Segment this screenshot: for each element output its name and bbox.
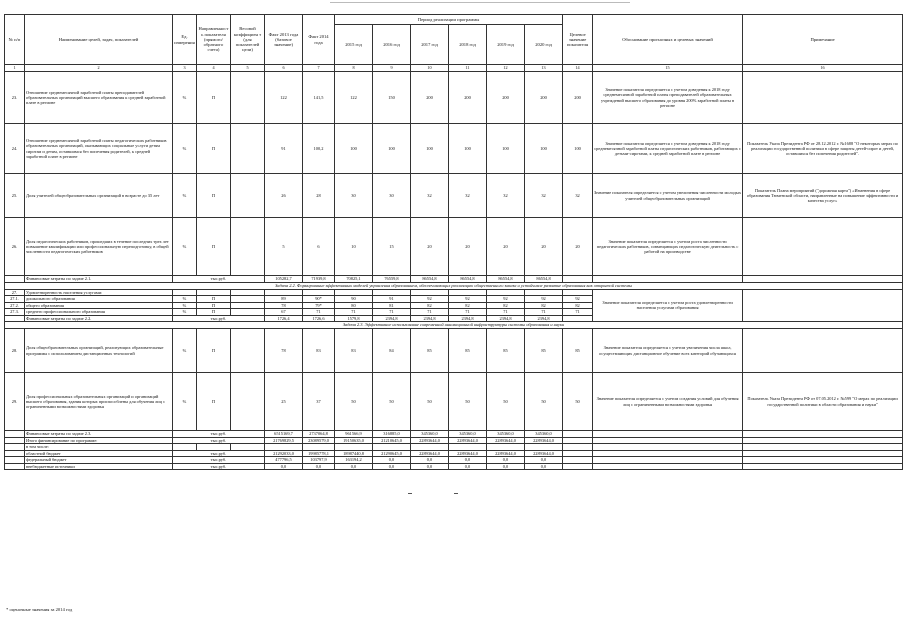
unit-cell: %	[173, 72, 197, 124]
unit-cell: тыс.руб.	[173, 463, 265, 470]
fin-value: 22893644,0	[411, 437, 449, 444]
row-number: 27.1.	[5, 296, 25, 303]
direction-cell: П	[197, 174, 231, 218]
year-value: 84	[373, 329, 411, 373]
row-number: 27.	[5, 289, 25, 296]
fin-value: 961566,9	[335, 431, 373, 438]
fin-label: Итого финансирование по программе:	[25, 437, 173, 444]
fact-2013-cell: 67	[265, 309, 303, 316]
including-label: в том числе:	[25, 444, 173, 451]
fin-value: 19985778,1	[303, 450, 335, 457]
note-cell: Показатель Указа Президента РФ от 28.12.2012 г. №1688 "О некоторых мерах по реализации государственной политики в сфере защиты детей-сирот и детей, оставшихся без попечения родителей".	[743, 124, 903, 174]
year-value: 85	[525, 329, 563, 373]
direction-cell: П	[197, 218, 231, 276]
year-value: 92	[487, 296, 525, 303]
col-fact-2013-header: Факт 2013 года (базовое значение)	[265, 15, 303, 65]
justification-cell: Значение показателя определяется с учетом увеличения числа школ, осуществляющих дистанционное обучение всех категорий обучающихся	[593, 329, 743, 373]
year-value: 90	[335, 296, 373, 303]
unit-cell: тыс.руб.	[173, 457, 265, 464]
note-cell	[743, 218, 903, 276]
justification-cell: Значение показателя определяется с учетом создания условий для обучения лиц с ограниченными возможностями здоровья	[593, 373, 743, 431]
year-value: 30	[335, 174, 373, 218]
direction-cell: П	[197, 302, 231, 309]
fin-value: 21290645,0	[373, 450, 411, 457]
fin-value: 103797,9	[303, 457, 335, 464]
fin-value: 21210645,0	[373, 437, 411, 444]
year-value: 30	[373, 174, 411, 218]
justification-cell: Значение показателя определяется с учетом роста удовлетворенности населения услугами образования	[593, 289, 743, 322]
target-cell: 85	[563, 329, 593, 373]
fin-value: 163194,2	[335, 457, 373, 464]
fin-value: 22893644,0	[525, 450, 563, 457]
year-value: 85	[411, 329, 449, 373]
target-cell: 100	[563, 124, 593, 174]
col-num: 5	[231, 65, 265, 72]
fin-value: 0,0	[525, 463, 563, 470]
target-cell: 71	[563, 309, 593, 316]
fin-value: 86554,8	[487, 276, 525, 283]
col-justification-header: Обоснование прогнозных и целевых значений	[593, 15, 743, 65]
fin-value: 0,0	[411, 463, 449, 470]
indicator-row	[5, 329, 903, 373]
year-value: 85	[449, 329, 487, 373]
indicator-name: Доля учителей общеобразовательных организаций в возрасте до 35 лет	[25, 174, 173, 218]
row-number: 27.3.	[5, 309, 25, 316]
fin-value: 22893644,0	[525, 437, 563, 444]
col-unit-header: Ед. измерения	[173, 15, 197, 65]
year-value: 80	[335, 302, 373, 309]
unit-cell: %	[173, 174, 197, 218]
fact-2014-cell: 79*	[303, 302, 335, 309]
note-cell: Показатель Указа Президента РФ от 07.05.2012 г. №599 "О мерах по реализации государственной политики в области образования и науки"	[743, 373, 903, 431]
unit-cell: %	[173, 373, 197, 431]
row-number: 23.	[5, 72, 25, 124]
year-value: 85	[487, 329, 525, 373]
year-value: 91	[373, 296, 411, 303]
indicator-name: Доля общеобразовательных организаций, реализующих образовательные программы с использованием дистанционных технологий	[25, 329, 173, 373]
table-header	[5, 15, 903, 65]
col-number-header: № п/п	[5, 15, 25, 65]
unit-cell: %	[173, 218, 197, 276]
table-cell	[593, 463, 743, 470]
fin-label: Финансовые затраты по задаче 2.3.	[25, 431, 173, 438]
note-cell: Показатель Плана мероприятий ("дорожная карта") «Изменения в сфере образования Тюменской области, направленные на повышение эффективности и качества услуг»	[743, 174, 903, 218]
fin-value: 0,0	[487, 457, 525, 464]
fin-value: 22893644,0	[449, 450, 487, 457]
fin-value: 0,0	[449, 457, 487, 464]
indicator-name: дошкольного образования	[25, 296, 173, 303]
fin-value: 345360,0	[411, 431, 449, 438]
fin-value: 0,0	[265, 463, 303, 470]
unit-cell: %	[173, 296, 197, 303]
indicator-name: Удовлетворенность населения услугами:	[25, 289, 173, 296]
year-value: 82	[411, 302, 449, 309]
weight-cell	[231, 329, 265, 373]
fin-value: 19150635,0	[335, 437, 373, 444]
fact-2014-cell: 71	[303, 309, 335, 316]
year-value: 71	[373, 309, 411, 316]
col-num: 1	[5, 65, 25, 72]
year-value: 32	[411, 174, 449, 218]
indicator-name: среднего профессионального образования	[25, 309, 173, 316]
fin-value: 71939,8	[303, 276, 335, 283]
indicator-name: Отношение среднемесячной заработной платы преподавателей образовательных организаций высшего образования к средней заработной плате в регионе	[25, 72, 173, 124]
fact-2014-cell: 28	[303, 174, 335, 218]
col-num: 10	[411, 65, 449, 72]
fin-value: 345360,0	[525, 431, 563, 438]
row-number: 28.	[5, 329, 25, 373]
fin-value: 22893644,0	[487, 437, 525, 444]
fin-value: 0,0	[335, 463, 373, 470]
fin-value: 22893644,0	[449, 437, 487, 444]
indicator-row	[5, 218, 903, 276]
fact-2013-cell: 5	[265, 218, 303, 276]
fin-label: внебюджетные источники	[25, 463, 173, 470]
direction-cell: П	[197, 124, 231, 174]
col-name-header: Наименование целей, задач, показателей	[25, 15, 173, 65]
year-value: 83	[335, 329, 373, 373]
fin-value: 477796,5	[265, 457, 303, 464]
year-value: 32	[449, 174, 487, 218]
weight-cell	[231, 72, 265, 124]
fin-value: 76559,8	[373, 276, 411, 283]
year-value: 20	[411, 218, 449, 276]
note-cell	[743, 329, 903, 373]
footnote: * оценочные значения за 2014 год	[6, 607, 73, 612]
fin-value: 86554,8	[525, 276, 563, 283]
col-direction-header: Направленност ь показателя (прямого/ обратного счета)	[197, 15, 231, 65]
year-header: 2017 год	[411, 25, 449, 65]
row-number: 24.	[5, 124, 25, 174]
year-value: 100	[525, 124, 563, 174]
fin-value: 6515169,7	[265, 431, 303, 438]
fact-2013-cell: 26	[265, 174, 303, 218]
direction-cell: П	[197, 296, 231, 303]
fact-2013-cell: 78	[265, 329, 303, 373]
fin-value: 2394,8	[411, 315, 449, 322]
fact-2014-cell: 83	[303, 329, 335, 373]
unit-cell: %	[173, 329, 197, 373]
target-cell: 92	[563, 296, 593, 303]
fin-value: 2394,8	[449, 315, 487, 322]
top-edge-line	[330, 2, 630, 3]
year-value: 100	[335, 124, 373, 174]
fin-value: 2394,8	[373, 315, 411, 322]
col-num: 3	[173, 65, 197, 72]
col-weight-header: Весовой коэффициен т (для показателей цели)	[231, 15, 265, 65]
fin-value: 2737064,8	[303, 431, 335, 438]
unit-cell: %	[173, 124, 197, 174]
year-value: 81	[373, 302, 411, 309]
col-num: 12	[487, 65, 525, 72]
direction-cell: П	[197, 329, 231, 373]
fact-2013-cell: 25	[265, 373, 303, 431]
col-num: 6	[265, 65, 303, 72]
fin-value: 70825,1	[335, 276, 373, 283]
year-value: 20	[525, 218, 563, 276]
table-cell	[743, 463, 903, 470]
indicators-table	[4, 14, 903, 470]
year-header: 2018 год	[449, 25, 487, 65]
fact-2013-cell: 89	[265, 296, 303, 303]
year-header: 2015 год	[335, 25, 373, 65]
col-target-header: Целевое значение показателя	[563, 15, 593, 65]
year-value: 71	[525, 309, 563, 316]
target-cell: 200	[563, 72, 593, 124]
year-value: 50	[487, 373, 525, 431]
justification-cell: Значение показателя определяется с учетом роста численности педагогических работников, совмещающих педагогическую деятельность с работой на производстве	[593, 218, 743, 276]
year-value: 82	[487, 302, 525, 309]
fin-value: 0,0	[373, 463, 411, 470]
year-value: 50	[449, 373, 487, 431]
fact-2013-cell: 122	[265, 72, 303, 124]
year-value: 71	[335, 309, 373, 316]
year-value: 92	[449, 296, 487, 303]
fin-value: 2394,8	[525, 315, 563, 322]
year-value: 20	[487, 218, 525, 276]
indicator-name: Доля педагогических работников, прошедших в течение последних трех лет повышение квалификации или профессиональную переподготовку, в общей численности педагогических работников	[25, 218, 173, 276]
year-value: 82	[449, 302, 487, 309]
col-num: 16	[743, 65, 903, 72]
fin-value: 1726,4	[265, 315, 303, 322]
col-fact-2014-header: Факт 2014 года	[303, 15, 335, 65]
year-value: 82	[525, 302, 563, 309]
period-header: Период реализации программы	[335, 15, 563, 25]
task-heading-row	[5, 322, 903, 329]
weight-cell	[231, 174, 265, 218]
year-value: 100	[411, 124, 449, 174]
direction-cell: П	[197, 309, 231, 316]
col-num: 15	[593, 65, 743, 72]
fact-2013-cell: 78	[265, 302, 303, 309]
row-number	[5, 463, 25, 470]
year-value: 200	[411, 72, 449, 124]
indicator-name: общего образования	[25, 302, 173, 309]
year-value: 71	[411, 309, 449, 316]
fact-2014-cell: 100,2	[303, 124, 335, 174]
fact-2014-cell: 141,5	[303, 72, 335, 124]
fin-value: 316885,0	[373, 431, 411, 438]
year-value: 32	[525, 174, 563, 218]
year-value: 100	[449, 124, 487, 174]
justification-cell: Значение показателя определяется с учетом доведения к 2018 году среднемесячной заработной платы преподавателей образовательных учреждений высшего образования до уровня 200% заработной платы в регионе	[593, 72, 743, 124]
unit-cell: тыс.руб.	[173, 276, 265, 283]
year-value: 92	[525, 296, 563, 303]
col-num: 9	[373, 65, 411, 72]
col-num: 8	[335, 65, 373, 72]
fin-value: 86554,8	[411, 276, 449, 283]
indicator-name: Доля профессиональных образовательных организаций и организаций высшего образования, здания которых приспособлены для обучения лиц с ограниченными возможностями здоровья	[25, 373, 173, 431]
weight-cell	[231, 124, 265, 174]
fin-label: областной бюджет	[25, 450, 173, 457]
fact-2013-cell: 91	[265, 124, 303, 174]
fin-value: 1579,8	[335, 315, 373, 322]
col-num: 4	[197, 65, 231, 72]
fact-2014-cell: 6	[303, 218, 335, 276]
row-number: 29.	[5, 373, 25, 431]
indicator-row	[5, 72, 903, 124]
year-header: 2016 год	[373, 25, 411, 65]
unit-cell: %	[173, 302, 197, 309]
unit-cell: тыс.руб.	[173, 431, 265, 438]
col-num: 7	[303, 65, 335, 72]
year-value: 200	[449, 72, 487, 124]
fin-value: 86554,8	[449, 276, 487, 283]
year-value: 50	[411, 373, 449, 431]
fin-value: 0,0	[487, 463, 525, 470]
fin-value: 0,0	[373, 457, 411, 464]
row-number: 25.	[5, 174, 25, 218]
indicator-name: Отношение среднемесячной заработной платы педагогических работников образовательных организаций, оказывающих социальные услуги детям сиротам и детям, оставшимся без попечения родителей, к средней заработной плате в регионе	[25, 124, 173, 174]
target-cell: 50	[563, 373, 593, 431]
scan-mark	[454, 493, 458, 494]
year-value: 71	[449, 309, 487, 316]
target-cell: 32	[563, 174, 593, 218]
year-value: 15	[373, 218, 411, 276]
fin-value: 21769829,5	[265, 437, 303, 444]
year-value: 92	[411, 296, 449, 303]
year-value: 100	[373, 124, 411, 174]
year-value: 50	[525, 373, 563, 431]
fin-value: 0,0	[303, 463, 335, 470]
direction-cell: П	[197, 72, 231, 124]
fin-value: 105282,7	[265, 276, 303, 283]
target-cell: 82	[563, 302, 593, 309]
table-body	[5, 65, 903, 470]
note-cell	[743, 289, 903, 322]
extrabudgetary-row	[5, 463, 903, 470]
justification-cell: Значение показателя определяется с учетом увеличения численности молодых учителей общеобразовательных организаций	[593, 174, 743, 218]
year-value: 32	[487, 174, 525, 218]
unit-cell: тыс.руб.	[173, 315, 265, 322]
row-number: 26.	[5, 218, 25, 276]
fin-label: Финансовые затраты по задаче 2.1.	[25, 276, 173, 283]
year-value: 150	[373, 72, 411, 124]
fin-value: 0,0	[525, 457, 563, 464]
fin-value: 2394,8	[487, 315, 525, 322]
task-2-3-heading: Задача 2.3. Эффективное использование современной инновационной инфраструктуры системы образования и науки	[5, 322, 903, 329]
unit-cell: тыс.руб.	[173, 450, 265, 457]
fin-value: 23089579,0	[303, 437, 335, 444]
fin-label: Финансовые затраты по задаче 2.2.	[25, 315, 173, 322]
year-value: 20	[449, 218, 487, 276]
col-num: 14	[563, 65, 593, 72]
program-indicators-sheet	[4, 14, 900, 470]
table-cell	[563, 463, 593, 470]
year-value: 200	[525, 72, 563, 124]
year-header: 2019 год	[487, 25, 525, 65]
note-cell	[743, 72, 903, 124]
year-value: 100	[487, 124, 525, 174]
task-2-2-heading: Задача 2.2. Формирование эффективных моделей управления образованием, обеспечивающих реализацию общественного заказа и устойчивое развитие образования как открытой системы	[5, 282, 903, 289]
col-num: 13	[525, 65, 563, 72]
fin-value: 1726,6	[303, 315, 335, 322]
col-note-header: Примечание	[743, 15, 903, 65]
indicator-row	[5, 124, 903, 174]
year-value: 50	[373, 373, 411, 431]
task-heading-row	[5, 282, 903, 289]
fin-value: 0,0	[449, 463, 487, 470]
col-num: 2	[25, 65, 173, 72]
year-value: 71	[487, 309, 525, 316]
target-cell: 20	[563, 218, 593, 276]
column-number-row	[5, 65, 903, 72]
fact-2014-cell: 37	[303, 373, 335, 431]
year-value: 50	[335, 373, 373, 431]
fin-value: 22893644,0	[411, 450, 449, 457]
scan-mark	[408, 493, 412, 494]
fin-label: федеральный бюджет	[25, 457, 173, 464]
fact-2014-cell: 90*	[303, 296, 335, 303]
year-header: 2020 год	[525, 25, 563, 65]
fin-value: 21292033,0	[265, 450, 303, 457]
fin-value: 345360,0	[487, 431, 525, 438]
year-value: 10	[335, 218, 373, 276]
year-value: 122	[335, 72, 373, 124]
indicator-row	[5, 174, 903, 218]
fin-value: 0,0	[411, 457, 449, 464]
unit-cell: тыс.руб.	[173, 437, 265, 444]
direction-cell: П	[197, 373, 231, 431]
fin-value: 345360,0	[449, 431, 487, 438]
col-num: 11	[449, 65, 487, 72]
fin-value: 22893644,0	[487, 450, 525, 457]
year-value: 200	[487, 72, 525, 124]
justification-cell: Значение показателя определяется с учетом доведения к 2018 году среднемесячной заработной платы педагогических работников, работающих с детьми-сиротами, к средней заработной плате в регионе	[593, 124, 743, 174]
weight-cell	[231, 373, 265, 431]
indicator-row	[5, 373, 903, 431]
fin-value: 18987440,8	[335, 450, 373, 457]
row-number: 27.2.	[5, 302, 25, 309]
unit-cell: %	[173, 309, 197, 316]
weight-cell	[231, 218, 265, 276]
